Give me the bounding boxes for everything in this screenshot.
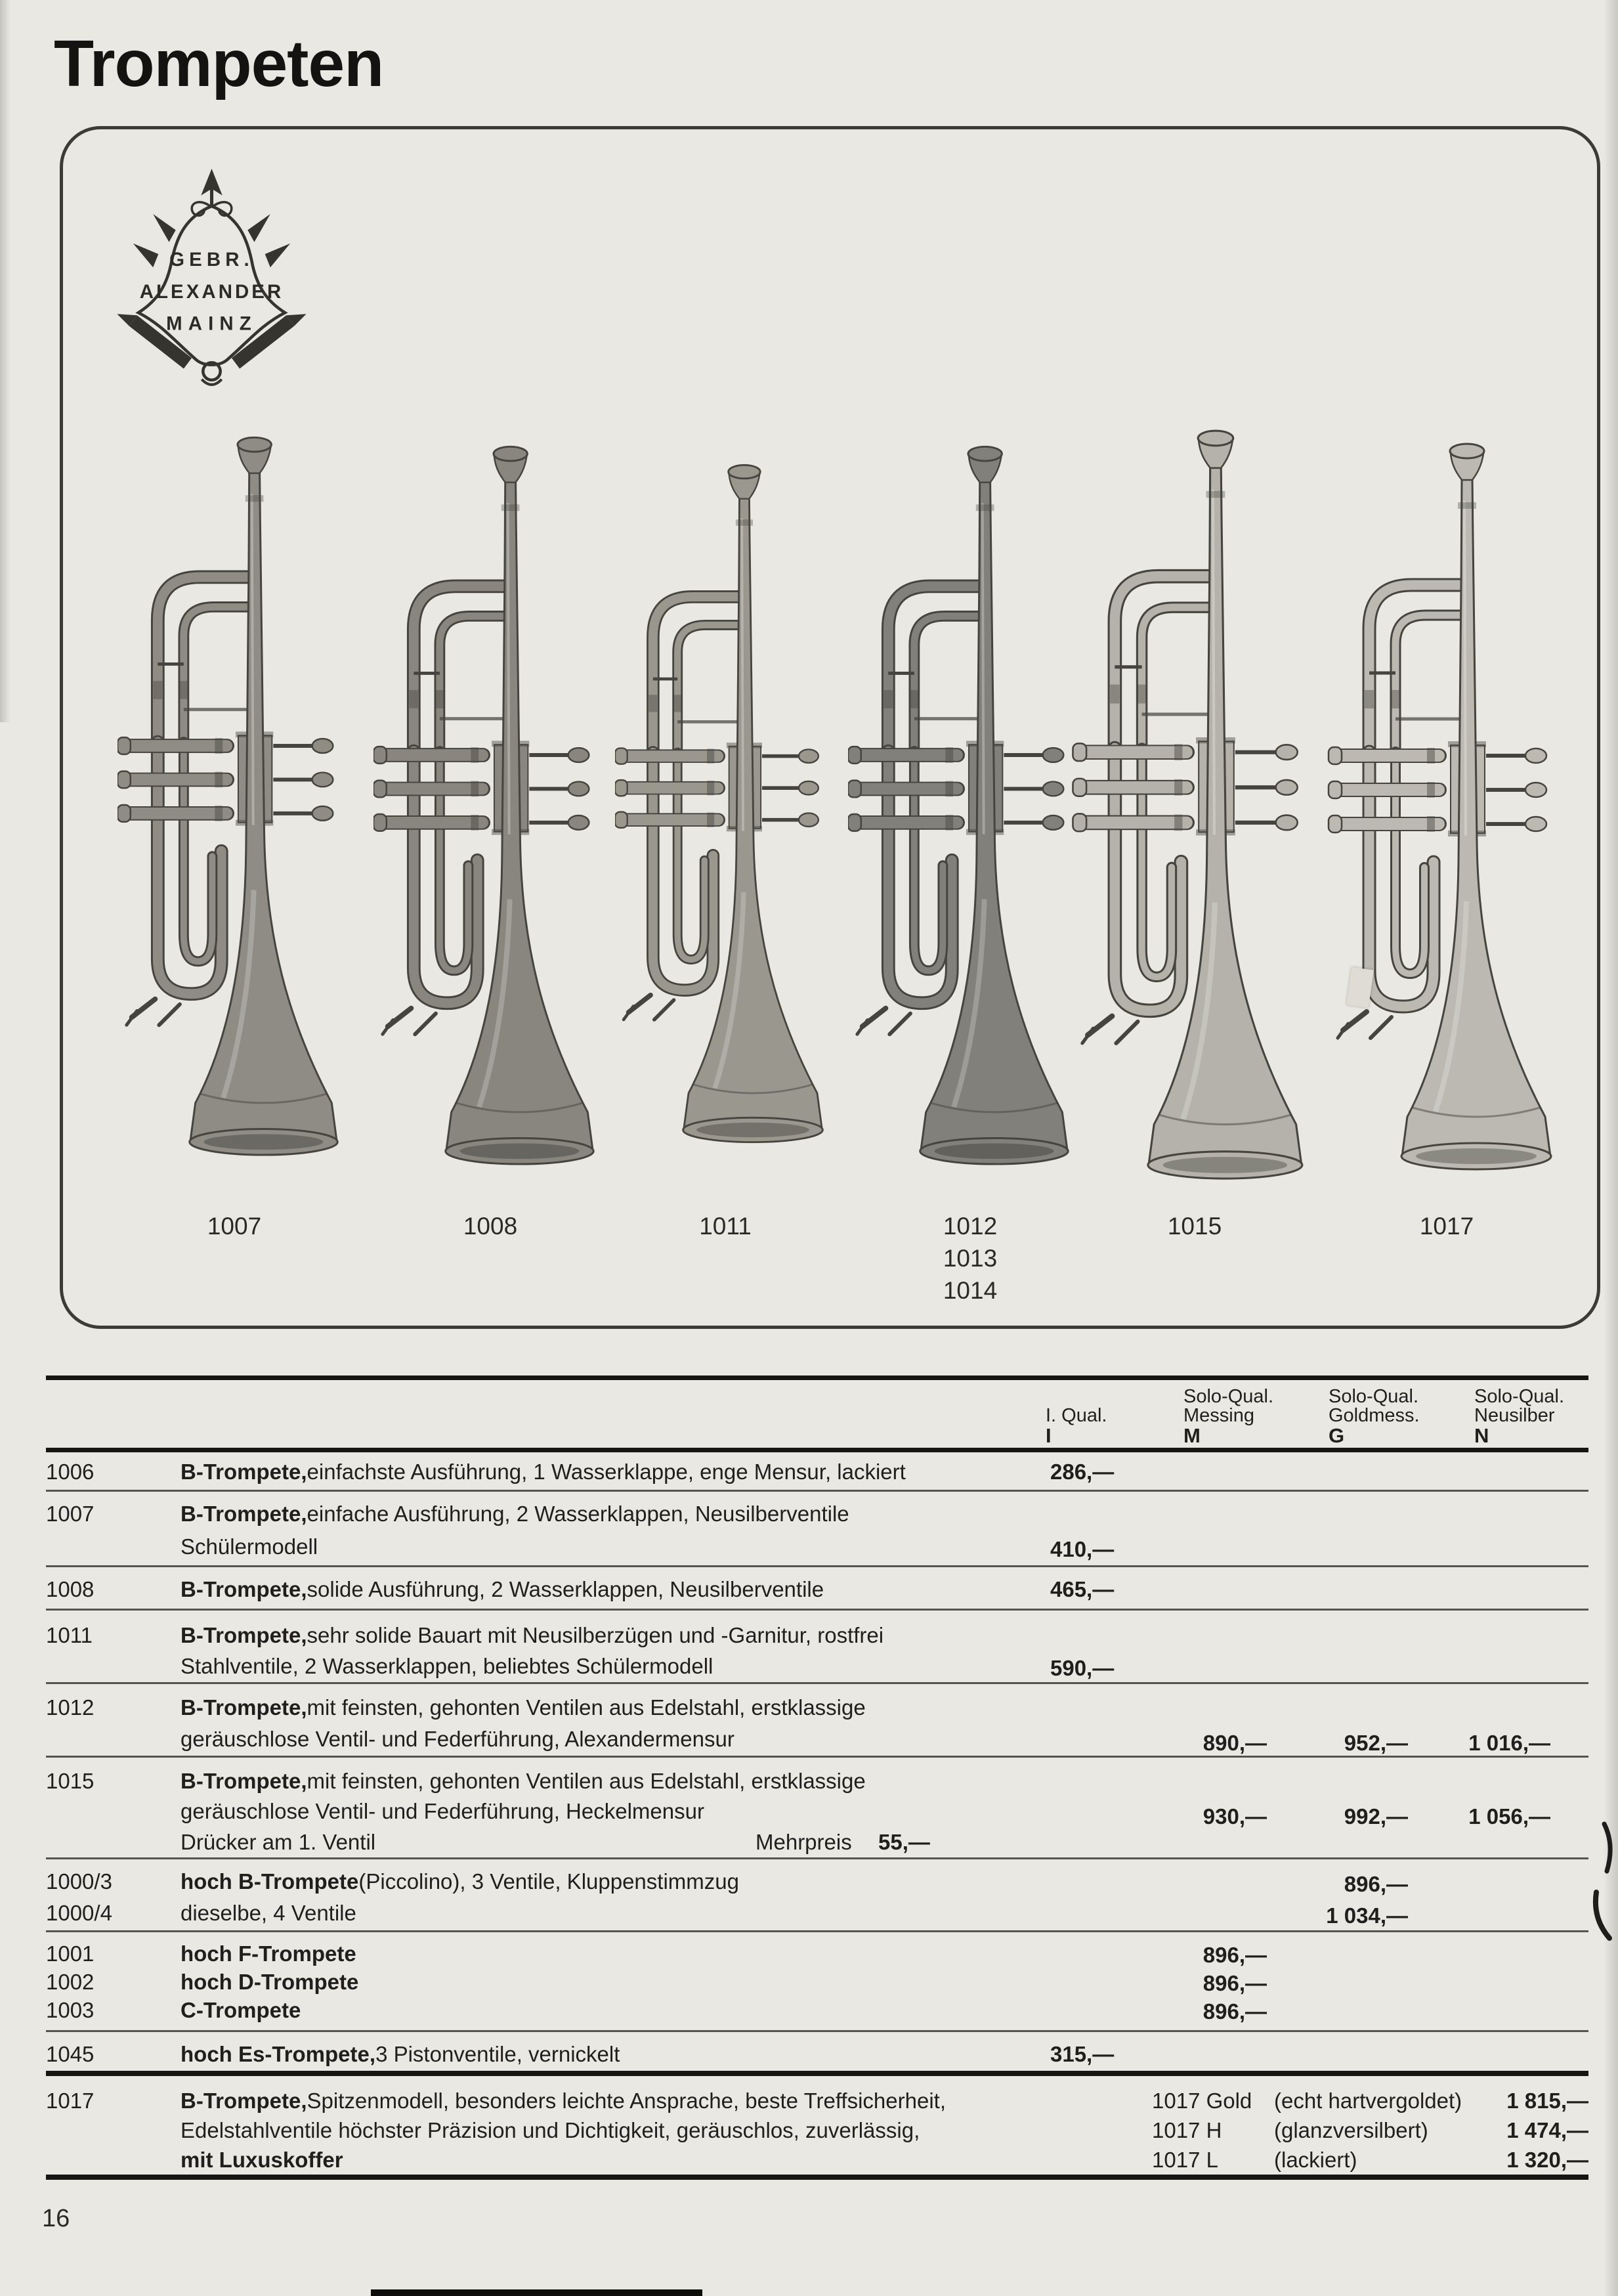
model-label-1011: 1011 xyxy=(699,1213,752,1240)
price-m: 896,— xyxy=(1203,1971,1267,1995)
page-number: 16 xyxy=(42,2205,70,2232)
table-row-1000: 1000/3 hoch B-Trompete (Piccolino), 3 Ventile, Kluppenstimmzug 896,— 1000/4 dieselbe, 4 Ventile 1 034,— xyxy=(46,1859,1588,1932)
price-g: 896,— xyxy=(1344,1872,1408,1896)
price-table xyxy=(46,1375,1588,2180)
table-row-1008: 1008 B-Trompete, solide Ausführung, 2 Wasserklappen, Neusilberventile 465,— xyxy=(46,1567,1588,1611)
table-row-1045: 1045 hoch Es-Trompete, 3 Pistonventile, vernickelt 315,— xyxy=(46,2032,1588,2076)
variant-code: 1017 H xyxy=(1152,2118,1222,2142)
variant-finish: (lackiert) xyxy=(1274,2148,1357,2172)
price-i: 410,— xyxy=(1050,1537,1115,1561)
variant-code: 1017 L xyxy=(1152,2148,1218,2172)
surcharge-label: Mehrpreis xyxy=(756,1830,852,1854)
surcharge-price: 55,— xyxy=(878,1830,930,1854)
model-label-1017: 1017 xyxy=(1419,1213,1474,1240)
variant-price: 1 474,— xyxy=(1506,2118,1588,2142)
scan-artifact-bar xyxy=(371,2289,702,2296)
trumpet-photo-1015 xyxy=(1066,429,1323,1200)
table-row-1006: 1006 B-Trompete, einfachste Ausführung, 1 Wasserklappe, enge Mensur, lackiert 286,— xyxy=(46,1452,1588,1492)
trumpet-photo-1012 xyxy=(848,444,1082,1185)
price-table-header: I. Qual. I Solo-Qual. Messing M Solo-Qual. Goldmess. G Solo-Qual. Neusilber N xyxy=(46,1375,1588,1452)
table-row-1017: 1017 B-Trompete, Spitzenmodell, besonders leichte Ansprache, beste Treffsicherheit, Edelstahlventile höchster Präzision und Dichtigkeit, geräuschlos, zuverlässig, mit Luxuskoffer 1017 Gold (echt hartvergoldet) 1 815,— 1017 H (glanzversilbert) 1 474,— 1017 L (lackiert) 1 320,— xyxy=(46,2076,1588,2180)
price-m: 930,— xyxy=(1203,1804,1267,1829)
logo-line-mainz: MAINZ xyxy=(166,313,257,335)
price-g: 992,— xyxy=(1344,1804,1408,1829)
variant-code: 1017 Gold xyxy=(1152,2089,1252,2113)
price-m: 890,— xyxy=(1203,1731,1267,1755)
table-row-1012: 1012 B-Trompete, mit feinsten, gehonten Ventilen aus Edelstahl, erstklassige geräuschlose Ventil- und Federführung, Alexandermensur 890,— 952,— 1 016,— xyxy=(46,1684,1588,1758)
column-header-goldmess: Solo-Qual. xyxy=(1329,1386,1419,1407)
price-n: 1 016,— xyxy=(1468,1731,1550,1755)
price-i: 286,— xyxy=(1050,1460,1115,1484)
product-photo-panel xyxy=(60,126,1600,1329)
price-i: 465,— xyxy=(1050,1577,1115,1601)
column-header-qual-i: I. Qual. xyxy=(1046,1405,1107,1426)
price-g: 1 034,— xyxy=(1326,1903,1408,1928)
trumpet-photo-1007 xyxy=(117,435,351,1176)
table-row-1007: 1007 B-Trompete, einfache Ausführung, 2 Wasserklappen, Neusilberventile Schülermodell 410,— xyxy=(46,1492,1588,1567)
price-m: 896,— xyxy=(1203,1943,1267,1967)
model-label-1007: 1007 xyxy=(207,1213,262,1240)
variant-price: 1 320,— xyxy=(1506,2148,1588,2172)
column-header-messing: Solo-Qual. xyxy=(1183,1386,1274,1407)
brand-crest-logo xyxy=(112,166,312,393)
price-g: 952,— xyxy=(1344,1731,1408,1755)
price-m: 896,— xyxy=(1203,1999,1267,2024)
variant-price: 1 815,— xyxy=(1506,2089,1588,2113)
column-header-neusilber: Solo-Qual. xyxy=(1474,1386,1565,1407)
logo-line-alexander: ALEXANDER xyxy=(139,280,284,303)
model-label-1008: 1008 xyxy=(463,1213,518,1240)
model-label-1012-1014: 1012 1013 1014 xyxy=(943,1213,998,1304)
logo-line-gebr: GEBR. xyxy=(169,249,254,271)
trumpet-photo-1017 xyxy=(1325,442,1569,1190)
page-title: Trompeten xyxy=(54,27,384,100)
model-label-1015: 1015 xyxy=(1167,1213,1222,1240)
price-n: 1 056,— xyxy=(1468,1804,1550,1829)
scan-artifact-marks xyxy=(1591,1819,1618,1950)
variant-finish: (echt hartvergoldet) xyxy=(1274,2089,1462,2113)
table-row-1001-1003: 1001 hoch F-Trompete 896,— 1002 hoch D-Trompete 896,— 1003 C-Trompete 896,— xyxy=(46,1932,1588,2032)
table-row-1015: 1015 B-Trompete, mit feinsten, gehonten Ventilen aus Edelstahl, erstklassige geräuschlose Ventil- und Federführung, Heckelmensur Drücker am 1. Ventil Mehrpreis 55,— 930,— 992,— 1 056,— xyxy=(46,1758,1588,1859)
table-row-1011: 1011 B-Trompete, sehr solide Bauart mit Neusilberzügen und -Garnitur, rostfrei Stahlventile, 2 Wasserklappen, beliebtes Schülermodell 590,— xyxy=(46,1611,1588,1684)
trumpet-photo-1011 xyxy=(615,463,836,1162)
trumpet-photo-1008 xyxy=(373,444,607,1185)
price-i: 315,— xyxy=(1050,2042,1115,2066)
variant-finish: (glanzversilbert) xyxy=(1274,2118,1428,2142)
price-i: 590,— xyxy=(1050,1656,1115,1680)
